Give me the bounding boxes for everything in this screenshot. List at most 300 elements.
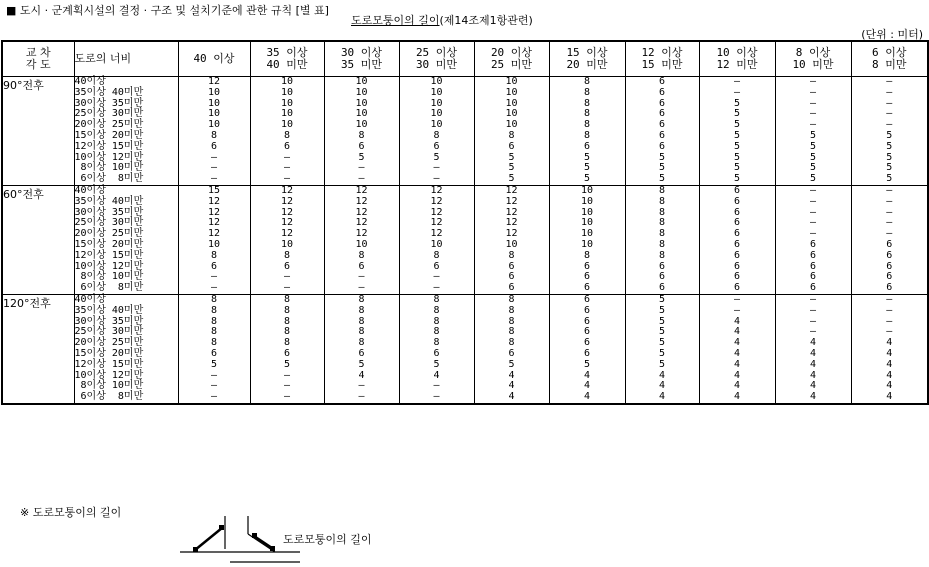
value-cell: 10 bbox=[280, 86, 294, 98]
value-cell: 6 bbox=[658, 76, 666, 87]
value-cell: 12 bbox=[355, 217, 368, 229]
value-cell: 10 bbox=[430, 76, 443, 87]
value-cell: 12 bbox=[207, 206, 221, 218]
value-column bbox=[178, 294, 250, 403]
angle-group-row bbox=[2, 185, 928, 294]
value-cell: 5 bbox=[658, 326, 666, 338]
header-col-line: 20 미만 bbox=[566, 58, 608, 71]
value-cell: 6 bbox=[210, 260, 218, 272]
header-col-line: 25 미만 bbox=[490, 58, 533, 71]
value-cell: 6 bbox=[733, 260, 741, 272]
value-cell: – bbox=[433, 271, 440, 283]
value-cell: 8 bbox=[358, 326, 365, 338]
value-cell: – bbox=[809, 76, 817, 87]
value-cell: – bbox=[210, 369, 218, 381]
value-cell: 10 bbox=[430, 97, 443, 109]
value-cell: 10 bbox=[355, 108, 368, 120]
value-cell: 6 bbox=[583, 140, 591, 152]
table-subtitle bbox=[351, 12, 533, 28]
value-cell: 4 bbox=[583, 380, 591, 392]
angle-group-row bbox=[2, 294, 928, 403]
value-cell: 6 bbox=[358, 347, 365, 359]
road-width-labels bbox=[74, 77, 178, 186]
value-cell: 4 bbox=[809, 369, 817, 381]
value-cell: 4 bbox=[809, 391, 817, 403]
header-col-line: 10 이상 bbox=[716, 46, 758, 59]
value-cell: 12 bbox=[430, 195, 443, 207]
value-cell: 8 bbox=[583, 97, 591, 109]
road-width-label: 20이상 25미만 bbox=[74, 337, 144, 349]
value-cell: 4 bbox=[886, 391, 893, 403]
value-cell: 5 bbox=[886, 151, 893, 163]
value-cell: – bbox=[283, 282, 291, 294]
value-cell: 8 bbox=[283, 293, 291, 305]
value-cell: 8 bbox=[283, 129, 291, 141]
value-cell: – bbox=[358, 380, 365, 392]
value-cell: – bbox=[809, 217, 817, 229]
value-cell: 10 bbox=[355, 238, 368, 250]
value-cell: 5 bbox=[886, 173, 893, 185]
value-cell: 6 bbox=[658, 271, 666, 283]
value-cell: 6 bbox=[583, 347, 591, 359]
value-cell: 5 bbox=[733, 108, 741, 120]
value-column bbox=[851, 77, 928, 186]
value-cell: 5 bbox=[508, 162, 515, 174]
value-cell: 6 bbox=[733, 271, 741, 283]
header-col-line: 10 미만 bbox=[792, 58, 834, 71]
header-angle bbox=[2, 41, 74, 77]
value-cell: 4 bbox=[583, 369, 591, 381]
document-title: ■ 도시 · 군계획시설의 결정 · 구조 및 설치기준에 관한 규칙 [별 표] bbox=[6, 4, 329, 17]
value-column bbox=[399, 185, 474, 294]
value-cell: 10 bbox=[280, 108, 294, 120]
header-road-width: 도로의 너비 bbox=[74, 41, 178, 77]
value-cell: – bbox=[886, 228, 893, 240]
value-column bbox=[851, 294, 928, 403]
value-cell: 4 bbox=[809, 347, 817, 359]
value-cell: – bbox=[886, 315, 893, 327]
value-cell: 5 bbox=[210, 358, 218, 370]
header-width-col-4 bbox=[399, 41, 474, 77]
value-cell: – bbox=[358, 271, 365, 283]
value-cell: 6 bbox=[809, 260, 817, 272]
value-cell: 6 bbox=[886, 282, 893, 294]
value-cell: 10 bbox=[505, 76, 518, 87]
value-cell: 6 bbox=[283, 260, 291, 272]
value-cell: 8 bbox=[358, 129, 365, 141]
value-cell: – bbox=[358, 391, 365, 403]
header-width-col-3 bbox=[324, 41, 399, 77]
road-width-labels bbox=[74, 294, 178, 403]
value-cell: 10 bbox=[580, 184, 594, 196]
value-cell: 12 bbox=[505, 206, 518, 218]
header-width-col-8 bbox=[699, 41, 775, 77]
value-cell: 8 bbox=[283, 304, 291, 316]
value-cell: – bbox=[809, 97, 817, 109]
value-cell: – bbox=[283, 380, 291, 392]
value-cell: – bbox=[283, 271, 291, 283]
value-cell: 5 bbox=[283, 358, 291, 370]
value-cell: 6 bbox=[658, 129, 666, 141]
header-width-col-6 bbox=[549, 41, 625, 77]
value-cell: 5 bbox=[658, 173, 666, 185]
value-cell: 4 bbox=[733, 326, 741, 338]
value-cell: 4 bbox=[433, 369, 440, 381]
value-cell: 6 bbox=[508, 140, 515, 152]
value-column bbox=[474, 185, 549, 294]
header-col-line: 40 이상 bbox=[193, 52, 235, 65]
value-cell: 8 bbox=[358, 293, 365, 305]
value-cell: 5 bbox=[658, 304, 666, 316]
value-cell: 12 bbox=[355, 195, 368, 207]
value-cell: 10 bbox=[505, 108, 518, 120]
value-cell: 10 bbox=[505, 97, 518, 109]
value-cell: 6 bbox=[583, 293, 591, 305]
angle-group-row bbox=[2, 77, 928, 186]
header-angle-line: 각 도 bbox=[25, 58, 51, 71]
header-col-line: 6 이상 bbox=[872, 46, 907, 59]
value-cell: 12 bbox=[280, 228, 294, 240]
value-cell: 4 bbox=[658, 369, 666, 381]
value-cell: 5 bbox=[809, 162, 817, 174]
value-column bbox=[250, 77, 324, 186]
value-cell: 8 bbox=[210, 337, 218, 349]
value-cell: 10 bbox=[430, 119, 443, 131]
header-width-col-2 bbox=[250, 41, 324, 77]
value-cell: 12 bbox=[280, 217, 294, 229]
road-width-label: 12이상 15미만 bbox=[74, 358, 144, 370]
value-cell: 8 bbox=[508, 293, 515, 305]
value-cell: 5 bbox=[733, 162, 741, 174]
value-cell: – bbox=[809, 119, 817, 131]
value-cell: 6 bbox=[583, 315, 591, 327]
value-cell: – bbox=[886, 217, 893, 229]
value-cell: 10 bbox=[430, 108, 443, 120]
value-cell: 8 bbox=[283, 326, 291, 338]
value-cell: 5 bbox=[809, 140, 817, 152]
value-cell: – bbox=[283, 151, 291, 163]
value-cell: – bbox=[433, 173, 440, 185]
value-cell: – bbox=[210, 173, 218, 185]
value-cell: 6 bbox=[358, 140, 365, 152]
value-column bbox=[625, 77, 699, 186]
value-cell: 12 bbox=[430, 228, 443, 240]
value-cell: 8 bbox=[583, 108, 591, 120]
value-cell: – bbox=[886, 76, 893, 87]
value-cell: 6 bbox=[733, 217, 741, 229]
value-cell: – bbox=[886, 304, 893, 316]
value-cell: 6 bbox=[809, 249, 817, 261]
value-cell: 15 bbox=[207, 184, 221, 196]
value-cell: 6 bbox=[658, 108, 666, 120]
corner-length-table bbox=[1, 40, 929, 405]
value-cell: 4 bbox=[886, 369, 893, 381]
value-cell: 8 bbox=[283, 249, 291, 261]
value-cell: – bbox=[433, 391, 440, 403]
value-cell: 4 bbox=[733, 391, 741, 403]
header-col-line: 30 미만 bbox=[415, 58, 458, 71]
value-cell: 5 bbox=[358, 358, 365, 370]
value-cell: 8 bbox=[658, 184, 666, 196]
header-col-line: 15 이상 bbox=[566, 46, 608, 59]
value-cell: 4 bbox=[508, 391, 515, 403]
road-width-label: 6이상 8미만 bbox=[74, 282, 144, 294]
value-cell: 5 bbox=[733, 173, 741, 185]
value-cell: 6 bbox=[583, 326, 591, 338]
value-column bbox=[549, 77, 625, 186]
value-column bbox=[699, 185, 775, 294]
value-cell: 4 bbox=[733, 347, 741, 359]
value-column bbox=[324, 294, 399, 403]
value-cell: 5 bbox=[658, 347, 666, 359]
value-cell: 4 bbox=[886, 347, 893, 359]
value-cell: 4 bbox=[886, 380, 893, 392]
value-cell: 6 bbox=[733, 195, 741, 207]
value-cell: 10 bbox=[207, 238, 221, 250]
value-column bbox=[474, 294, 549, 403]
header-col-line: 35 미만 bbox=[340, 58, 383, 71]
value-cell: 10 bbox=[505, 238, 518, 250]
value-cell: – bbox=[210, 282, 218, 294]
header-col-line: 8 미만 bbox=[872, 58, 907, 71]
value-cell: 4 bbox=[733, 380, 741, 392]
value-cell: 6 bbox=[283, 140, 291, 152]
road-width-label: 8이상 10미만 bbox=[74, 271, 144, 283]
value-cell: 6 bbox=[658, 86, 666, 98]
value-cell: – bbox=[809, 315, 817, 327]
value-cell: 6 bbox=[508, 260, 515, 272]
value-cell: 12 bbox=[207, 228, 221, 240]
road-width-label: 15이상 20미만 bbox=[74, 238, 144, 250]
road-width-label: 15이상 20미만 bbox=[74, 347, 144, 359]
value-cell: 8 bbox=[433, 326, 440, 338]
value-cell: – bbox=[733, 293, 741, 305]
value-cell: 6 bbox=[886, 249, 893, 261]
road-width-label: 6이상 8미만 bbox=[74, 391, 144, 403]
angle-label: 60°전후 bbox=[2, 185, 74, 294]
value-cell: 6 bbox=[508, 347, 515, 359]
value-column bbox=[324, 185, 399, 294]
value-cell: 5 bbox=[809, 173, 817, 185]
value-cell: 5 bbox=[809, 129, 817, 141]
value-cell: 8 bbox=[583, 249, 591, 261]
value-cell: 10 bbox=[505, 86, 518, 98]
value-cell: 6 bbox=[886, 238, 893, 250]
value-cell: 8 bbox=[210, 304, 218, 316]
value-cell: 4 bbox=[809, 358, 817, 370]
value-cell: – bbox=[210, 271, 218, 283]
value-cell: 6 bbox=[508, 271, 515, 283]
value-cell: 10 bbox=[280, 119, 294, 131]
value-cell: – bbox=[809, 86, 817, 98]
road-width-label: 12이상 15미만 bbox=[74, 249, 144, 261]
table-body bbox=[2, 77, 928, 404]
value-cell: 8 bbox=[658, 217, 666, 229]
value-cell: – bbox=[809, 326, 817, 338]
value-cell: 12 bbox=[207, 76, 221, 87]
value-cell: 8 bbox=[358, 337, 365, 349]
value-cell: 8 bbox=[433, 337, 440, 349]
value-cell: 4 bbox=[809, 337, 817, 349]
value-cell: 5 bbox=[658, 358, 666, 370]
diagram-label: 도로모퉁이의 길이 bbox=[283, 533, 372, 546]
value-cell: 6 bbox=[658, 282, 666, 294]
value-cell: 10 bbox=[280, 76, 294, 87]
value-cell: 10 bbox=[580, 195, 594, 207]
value-cell: 10 bbox=[355, 119, 368, 131]
value-cell: – bbox=[433, 162, 440, 174]
value-cell: 5 bbox=[658, 293, 666, 305]
value-column bbox=[549, 185, 625, 294]
value-cell: 6 bbox=[583, 282, 591, 294]
value-cell: 10 bbox=[280, 238, 294, 250]
note-text: ※ 도로모퉁이의 길이 bbox=[20, 506, 122, 519]
value-column bbox=[625, 185, 699, 294]
value-cell: 4 bbox=[733, 369, 741, 381]
value-cell: 6 bbox=[433, 260, 440, 272]
value-cell: 8 bbox=[210, 315, 218, 327]
value-cell: 5 bbox=[658, 315, 666, 327]
value-cell: 8 bbox=[583, 86, 591, 98]
header-width-col-7 bbox=[625, 41, 699, 77]
value-cell: 8 bbox=[210, 293, 218, 305]
value-cell: 8 bbox=[508, 326, 515, 338]
value-column bbox=[474, 77, 549, 186]
value-cell: 12 bbox=[505, 184, 518, 196]
value-cell: 12 bbox=[505, 217, 518, 229]
value-cell: 5 bbox=[583, 162, 591, 174]
value-cell: 10 bbox=[355, 76, 368, 87]
value-cell: 12 bbox=[505, 228, 518, 240]
value-cell: 5 bbox=[658, 337, 666, 349]
table-header-row bbox=[2, 41, 928, 77]
value-cell: 8 bbox=[658, 206, 666, 218]
value-cell: – bbox=[886, 97, 893, 109]
value-cell: 5 bbox=[733, 119, 741, 131]
value-cell: – bbox=[886, 293, 893, 305]
value-column bbox=[324, 77, 399, 186]
subtitle-main: 도로모퉁이의 길이 bbox=[351, 14, 440, 27]
value-cell: 6 bbox=[733, 206, 741, 218]
value-cell: 8 bbox=[433, 129, 440, 141]
value-cell: 10 bbox=[207, 119, 221, 131]
value-cell: 12 bbox=[355, 228, 368, 240]
value-cell: 5 bbox=[733, 97, 741, 109]
header-col-line: 40 미만 bbox=[266, 58, 308, 71]
value-cell: 10 bbox=[355, 86, 368, 98]
value-cell: 4 bbox=[733, 358, 741, 370]
road-width-label: 25이상 30미만 bbox=[74, 108, 144, 120]
road-width-label: 15이상 20미만 bbox=[74, 129, 144, 141]
value-cell: 8 bbox=[658, 238, 666, 250]
value-cell: 10 bbox=[280, 97, 294, 109]
road-width-label: 30이상 35미만 bbox=[74, 97, 144, 109]
value-cell: 4 bbox=[583, 391, 591, 403]
header-col-line: 12 미만 bbox=[716, 58, 758, 71]
value-cell: 6 bbox=[733, 184, 741, 196]
value-cell: 5 bbox=[508, 173, 515, 185]
value-cell: 6 bbox=[733, 282, 741, 294]
value-cell: – bbox=[886, 86, 893, 98]
value-cell: 12 bbox=[280, 206, 294, 218]
header-width-col-1 bbox=[178, 41, 250, 77]
value-column bbox=[775, 294, 851, 403]
value-cell: 12 bbox=[430, 206, 443, 218]
value-cell: – bbox=[283, 391, 291, 403]
value-cell: 6 bbox=[433, 140, 440, 152]
value-cell: – bbox=[809, 304, 817, 316]
value-cell: 8 bbox=[658, 228, 666, 240]
value-cell: 5 bbox=[733, 151, 741, 163]
road-width-label: 35이상 40미만 bbox=[74, 86, 144, 98]
value-cell: – bbox=[733, 304, 741, 316]
value-column bbox=[775, 185, 851, 294]
value-cell: 8 bbox=[658, 195, 666, 207]
value-cell: 4 bbox=[508, 380, 515, 392]
value-cell: 6 bbox=[583, 337, 591, 349]
value-cell: 8 bbox=[508, 129, 515, 141]
road-width-label: 20이상 25미만 bbox=[74, 228, 144, 240]
header-col-line: 12 이상 bbox=[641, 46, 683, 59]
value-cell: – bbox=[886, 108, 893, 120]
value-cell: 8 bbox=[508, 337, 515, 349]
value-cell: 12 bbox=[207, 195, 221, 207]
value-cell: 5 bbox=[886, 129, 893, 141]
value-cell: 8 bbox=[283, 337, 291, 349]
value-cell: 12 bbox=[207, 217, 221, 229]
value-column bbox=[851, 185, 928, 294]
value-cell: – bbox=[809, 228, 817, 240]
value-cell: 8 bbox=[508, 315, 515, 327]
value-cell: 10 bbox=[207, 108, 221, 120]
value-cell: 6 bbox=[809, 282, 817, 294]
header-col-line: 25 이상 bbox=[415, 46, 458, 59]
angle-label: 120°전후 bbox=[2, 294, 74, 403]
value-cell: – bbox=[358, 162, 365, 174]
road-width-label: 8이상 10미만 bbox=[74, 380, 144, 392]
value-cell: 12 bbox=[355, 206, 368, 218]
value-cell: 5 bbox=[658, 151, 666, 163]
value-cell: 5 bbox=[886, 162, 893, 174]
value-cell: 10 bbox=[580, 206, 594, 218]
value-cell: 6 bbox=[433, 347, 440, 359]
value-cell: 6 bbox=[886, 271, 893, 283]
road-width-label: 35이상 40미만 bbox=[74, 195, 144, 207]
value-cell: 8 bbox=[210, 249, 218, 261]
value-column bbox=[549, 294, 625, 403]
value-cell: 8 bbox=[658, 249, 666, 261]
value-cell: 8 bbox=[210, 326, 218, 338]
value-cell: 12 bbox=[280, 195, 294, 207]
value-cell: 5 bbox=[433, 151, 440, 163]
value-cell: 10 bbox=[580, 238, 594, 250]
value-column bbox=[250, 185, 324, 294]
value-cell: 5 bbox=[733, 129, 741, 141]
value-cell: 6 bbox=[658, 140, 666, 152]
value-cell: 4 bbox=[886, 358, 893, 370]
road-width-label: 10이상 12미만 bbox=[74, 369, 144, 381]
value-cell: 10 bbox=[430, 86, 443, 98]
value-cell: – bbox=[433, 282, 440, 294]
value-cell: 5 bbox=[583, 151, 591, 163]
value-cell: 4 bbox=[886, 337, 893, 349]
header-angle-line: 교 차 bbox=[25, 46, 51, 59]
value-cell: 8 bbox=[210, 129, 218, 141]
road-width-label: 35이상 40미만 bbox=[74, 304, 144, 316]
value-cell: 10 bbox=[580, 228, 594, 240]
road-width-label: 8이상 10미만 bbox=[74, 162, 144, 174]
value-cell: – bbox=[886, 326, 893, 338]
